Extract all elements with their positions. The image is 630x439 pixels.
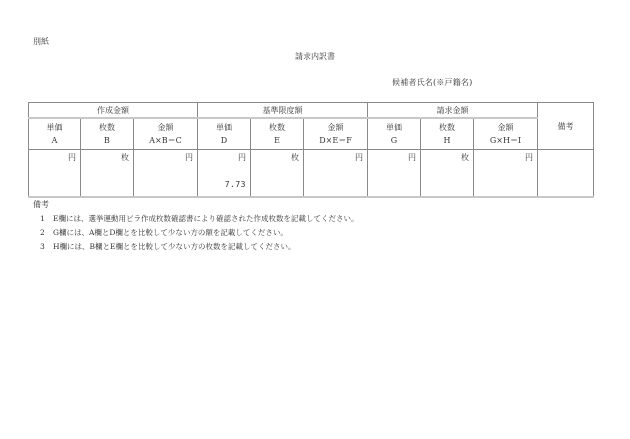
col-name: 枚数 <box>269 123 285 132</box>
unit-yen: 円 <box>525 153 533 162</box>
note-number: 2 <box>40 228 45 237</box>
note-text: H欄には、B欄とE欄とを比較して少ない方の枚数を記載してください。 <box>53 242 296 251</box>
col-header-d <box>198 118 251 150</box>
cell-remarks[interactable] <box>538 150 594 198</box>
col-code: H <box>443 136 451 145</box>
col-code: A×B＝C <box>149 136 182 145</box>
table-row <box>29 150 594 198</box>
unit-sheets: 枚 <box>461 153 469 162</box>
unit-yen: 円 <box>185 153 193 162</box>
col-name: 金額 <box>497 123 514 132</box>
cell-i[interactable] <box>474 150 538 198</box>
note-number: 1 <box>40 214 45 223</box>
col-code: A <box>51 136 58 145</box>
invoice-breakdown-table <box>28 102 594 198</box>
unit-yen: 円 <box>408 153 416 162</box>
cell-f[interactable] <box>304 150 368 198</box>
col-name: 枚数 <box>439 123 455 132</box>
col-name: 金額 <box>327 123 344 132</box>
col-header-f <box>304 118 368 150</box>
col-code: G <box>390 136 398 145</box>
note-item <box>40 213 358 224</box>
note-text: G欄には、A欄とD欄とを比較して少ない方の額を記載してください。 <box>53 228 288 237</box>
cell-e[interactable] <box>251 150 304 198</box>
col-code: G×H＝I <box>489 136 522 145</box>
col-header-a <box>29 118 81 150</box>
note-text: E欄には、選挙運動用ビラ作成枚数確認書により確認された作成枚数を記載してください。 <box>53 214 359 223</box>
note-item <box>40 227 288 238</box>
col-header-h <box>421 118 474 150</box>
document-title: 請求内訳書 <box>295 52 335 61</box>
col-name: 枚数 <box>99 123 115 132</box>
unit-yen: 円 <box>355 153 363 162</box>
col-name: 単価 <box>46 123 63 132</box>
unit-sheets: 枚 <box>121 153 129 162</box>
note-number: 3 <box>40 242 45 251</box>
col-code: E <box>274 136 280 145</box>
col-code: D×E＝F <box>319 136 352 145</box>
cell-value: 7.73 <box>224 180 246 189</box>
col-code: B <box>104 136 110 145</box>
remarks-header: 備考 <box>538 103 594 150</box>
unit-yen: 円 <box>68 153 76 162</box>
cell-c[interactable] <box>134 150 198 198</box>
cell-a[interactable] <box>29 150 81 198</box>
notes-title: 備考 <box>33 200 49 209</box>
cell-g[interactable] <box>368 150 421 198</box>
candidate-name-label: 候補者氏名(※戸籍名) <box>392 78 473 87</box>
col-header-c <box>134 118 198 150</box>
col-header-b <box>81 118 134 150</box>
attachment-label: 別紙 <box>33 37 49 46</box>
cell-d[interactable] <box>198 150 251 198</box>
col-name: 金額 <box>157 123 174 132</box>
col-code: D <box>220 136 228 145</box>
col-name: 単価 <box>386 123 402 132</box>
col-header-g <box>368 118 421 150</box>
group-header-production-amount: 作成金額 <box>29 103 198 119</box>
group-header-standard-limit: 基準限度額 <box>198 103 368 119</box>
note-item <box>40 241 296 252</box>
col-header-i <box>474 118 538 150</box>
col-name: 単価 <box>216 123 232 132</box>
unit-yen: 円 <box>238 153 246 162</box>
cell-b[interactable] <box>81 150 134 198</box>
col-header-e <box>251 118 304 150</box>
group-header-claim-amount: 請求金額 <box>368 103 538 119</box>
unit-sheets: 枚 <box>291 153 299 162</box>
cell-h[interactable] <box>421 150 474 198</box>
